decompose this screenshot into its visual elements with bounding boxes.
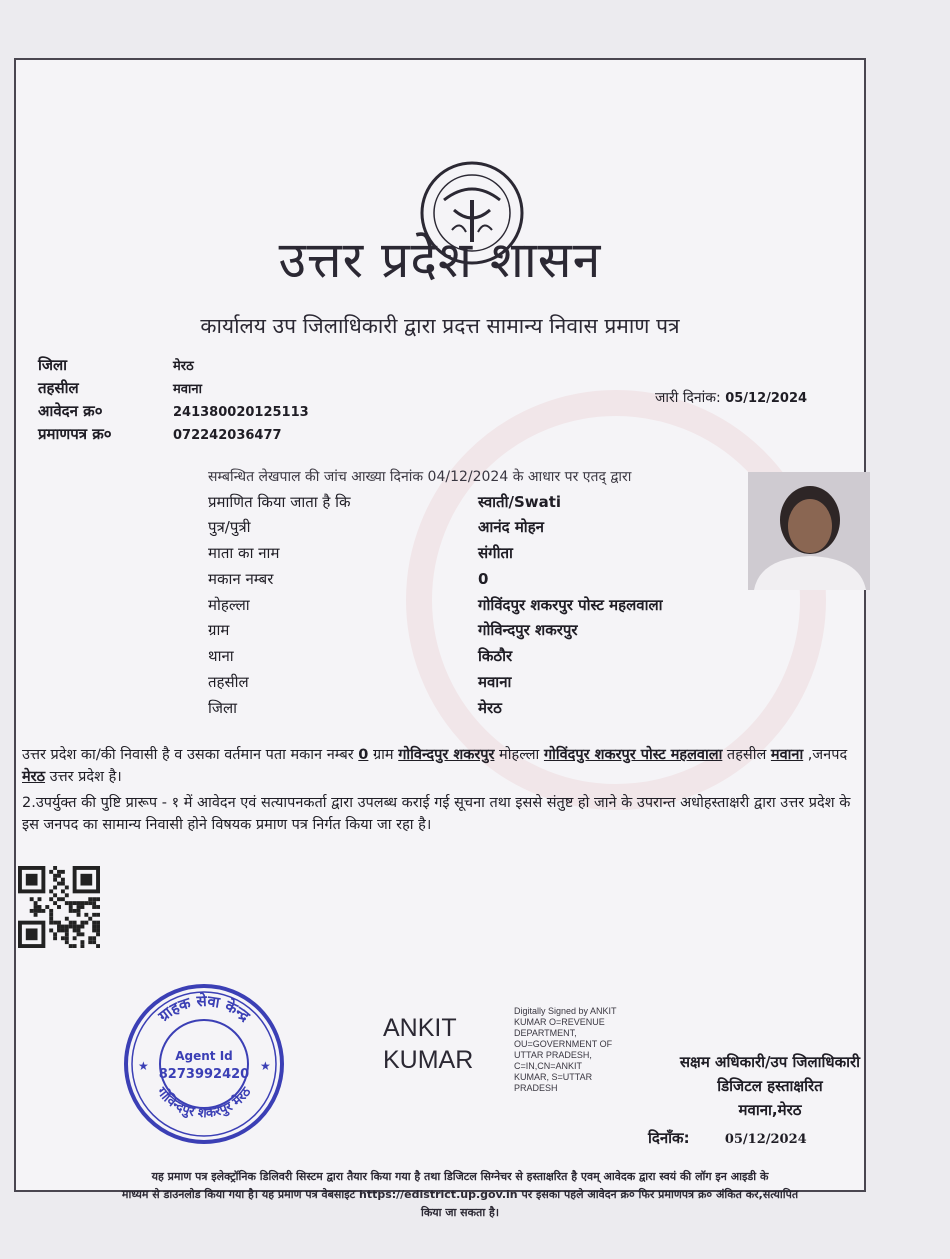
detail-value: संगीता bbox=[478, 544, 513, 562]
detail-row bbox=[208, 672, 511, 692]
digital-signature-line: C=IN,CN=ANKIT bbox=[514, 1061, 583, 1071]
para-tehsil: मवाना bbox=[770, 747, 804, 763]
detail-value: मवाना bbox=[478, 673, 512, 691]
detail-label: जिला bbox=[208, 699, 238, 717]
detail-label: पुत्र/पुत्री bbox=[208, 518, 251, 536]
signer-name-line1: ANKIT bbox=[383, 1014, 457, 1042]
meta-application bbox=[38, 401, 309, 421]
digital-signature-line: KUMAR O=REVENUE bbox=[514, 1017, 605, 1027]
detail-row bbox=[208, 543, 513, 563]
meta-application-value: 241380020125113 bbox=[173, 405, 309, 420]
detail-value: मेरठ bbox=[478, 699, 502, 717]
stamp-agent-label: Agent Id bbox=[175, 1049, 233, 1063]
detail-value: आनंद मोहन bbox=[478, 518, 544, 536]
meta-tehsil bbox=[38, 378, 202, 398]
signer-name-line2: KUMAR bbox=[383, 1046, 474, 1074]
meta-district-value: मेरठ bbox=[173, 359, 194, 374]
para-house-number: 0 bbox=[358, 747, 369, 763]
meta-certificate bbox=[38, 424, 282, 444]
applicant-photo bbox=[748, 472, 870, 590]
certificate-subtitle: कार्यालय उप जिलाधिकारी द्वारा प्रदत्त सामान्य निवास प्रमाण पत्र bbox=[200, 314, 680, 338]
issue-date-label: जारी दिनांक: bbox=[655, 390, 721, 406]
officer-designation bbox=[650, 1050, 890, 1122]
detail-row bbox=[208, 620, 578, 640]
meta-district bbox=[38, 355, 194, 375]
detail-row bbox=[208, 492, 561, 512]
stamp-star-icon: ★ bbox=[138, 1059, 149, 1073]
para-mohalla: गोविंदपुर शकरपुर पोस्ट महलवाला bbox=[543, 747, 723, 763]
detail-value: स्वाती/Swati bbox=[478, 493, 562, 511]
footer-line1: यह प्रमाण पत्र इलेक्ट्रॉनिक डिलिवरी सिस्टम द्वारा तैयार किया गया है तथा डिजिटल सिग्नेचर से हस्ताक्षरित है एवम् आवेदक द्वारा स्वयं की लॉग इन आइडी के bbox=[151, 1170, 769, 1183]
meta-certificate-label: प्रमाणपत्र क्र० bbox=[38, 425, 112, 443]
para-text: मोहल्ला bbox=[494, 747, 544, 763]
para-village: गोविन्दपुर शकरपुर bbox=[398, 747, 495, 763]
officer-line3: मवाना,मेरठ bbox=[738, 1101, 802, 1119]
officer-line1: सक्षम अधिकारी/उप जिलाधिकारी bbox=[679, 1053, 861, 1071]
stamp-top-text: ग्राहक सेवा केन्द्र bbox=[154, 991, 254, 1026]
para-text: उत्तर प्रदेश का/की निवासी है व उसका वर्तमान पता मकान नम्बर bbox=[22, 747, 359, 763]
detail-value: गोविंदपुर शकरपुर पोस्ट महलवाला bbox=[478, 596, 663, 614]
signature-date bbox=[648, 1128, 807, 1148]
detail-label: मकान नम्बर bbox=[208, 570, 274, 588]
footer-line3: किया जा सकता है। bbox=[420, 1206, 500, 1219]
signature-date-value: 05/12/2024 bbox=[724, 1132, 807, 1147]
issue-date bbox=[655, 388, 807, 407]
service-center-stamp bbox=[120, 980, 288, 1148]
footer-note bbox=[10, 1168, 910, 1222]
detail-row bbox=[208, 569, 488, 589]
meta-application-label: आवेदन क्र० bbox=[38, 402, 103, 420]
stamp-agent-id: 8273992420 bbox=[158, 1067, 250, 1082]
para-text: ,जनपद bbox=[803, 747, 848, 763]
digital-signature-line: DEPARTMENT, bbox=[514, 1028, 577, 1038]
digital-signature-line: OU=GOVERNMENT OF bbox=[514, 1039, 613, 1049]
confirmation-paragraph: 2.उपर्युक्त की पुष्टि प्रारूप - १ में आवेदन एवं सत्यापनकर्ता द्वारा उपलब्ध कराई गई सूचना तथा इससे संतुष्ट हो जाने के उपरान्त अधोहस्ताक्षरी द्वारा उत्तर प्रदेश के इस जनपद का सामान्य निवासी होने विषयक प्रमाण पत्र निर्गत किया जा रहा है। bbox=[22, 795, 851, 833]
detail-label: ग्राम bbox=[208, 621, 230, 639]
meta-tehsil-value: मवाना bbox=[173, 382, 202, 397]
officer-line2: डिजिटल हस्ताक्षरित bbox=[717, 1077, 823, 1095]
signature-date-label: दिनाँक: bbox=[648, 1129, 690, 1147]
detail-row bbox=[208, 595, 663, 615]
detail-row bbox=[208, 698, 502, 718]
detail-row bbox=[208, 646, 512, 666]
digital-signature-line: Digitally Signed by ANKIT bbox=[514, 1006, 617, 1016]
applicant-portrait-icon bbox=[748, 472, 870, 590]
detail-label: तहसील bbox=[208, 673, 249, 691]
detail-value: गोविन्दपुर शकरपुर bbox=[478, 621, 578, 639]
detail-label: माता का नाम bbox=[208, 544, 280, 562]
residence-paragraph bbox=[22, 744, 862, 788]
para-district: मेरठ bbox=[22, 769, 46, 785]
para-text: तहसील bbox=[722, 747, 771, 763]
detail-row bbox=[208, 517, 544, 537]
meta-certificate-value: 072242036477 bbox=[173, 428, 282, 443]
stamp-star-icon: ★ bbox=[260, 1059, 271, 1073]
detail-label: थाना bbox=[208, 647, 234, 665]
digital-signature-details bbox=[514, 1006, 644, 1094]
verification-intro: सम्बन्धित लेखपाल की जांच आख्या दिनांक 04/12/2024 के आधार पर एतद् द्वारा bbox=[208, 469, 632, 485]
page-title: उत्तर प्रदेश शासन bbox=[278, 231, 602, 289]
digital-signature-line: PRADESH bbox=[514, 1083, 558, 1093]
digital-signature-line: KUMAR, S=UTTAR bbox=[514, 1072, 593, 1082]
para-text: ग्राम bbox=[368, 747, 399, 763]
meta-district-label: जिला bbox=[38, 356, 68, 374]
issue-date-value: 05/12/2024 bbox=[725, 391, 808, 406]
signer-name bbox=[383, 1012, 473, 1076]
footer-line2: माध्यम से डाउनलोड किया गया है। यह प्रमाण पत्र वेबसाइट https://edistrict.up.gov.in पर इसका पहले आवेदन क्र० फिर प्रमाणपत्र क्र० अंकित कर,सत्यापित bbox=[121, 1188, 799, 1201]
detail-value: किठौर bbox=[478, 647, 513, 665]
detail-label: प्रमाणित किया जाता है कि bbox=[208, 493, 351, 511]
meta-tehsil-label: तहसील bbox=[38, 379, 79, 397]
detail-value: 0 bbox=[478, 570, 489, 588]
para-text: उत्तर प्रदेश है। bbox=[45, 769, 122, 785]
stamp-bottom-text: गोविन्दपुर शकरपुर मेरठ bbox=[153, 1084, 255, 1122]
detail-label: मोहल्ला bbox=[208, 596, 250, 614]
digital-signature-line: UTTAR PRADESH, bbox=[514, 1050, 592, 1060]
qr-code-icon bbox=[18, 866, 100, 948]
